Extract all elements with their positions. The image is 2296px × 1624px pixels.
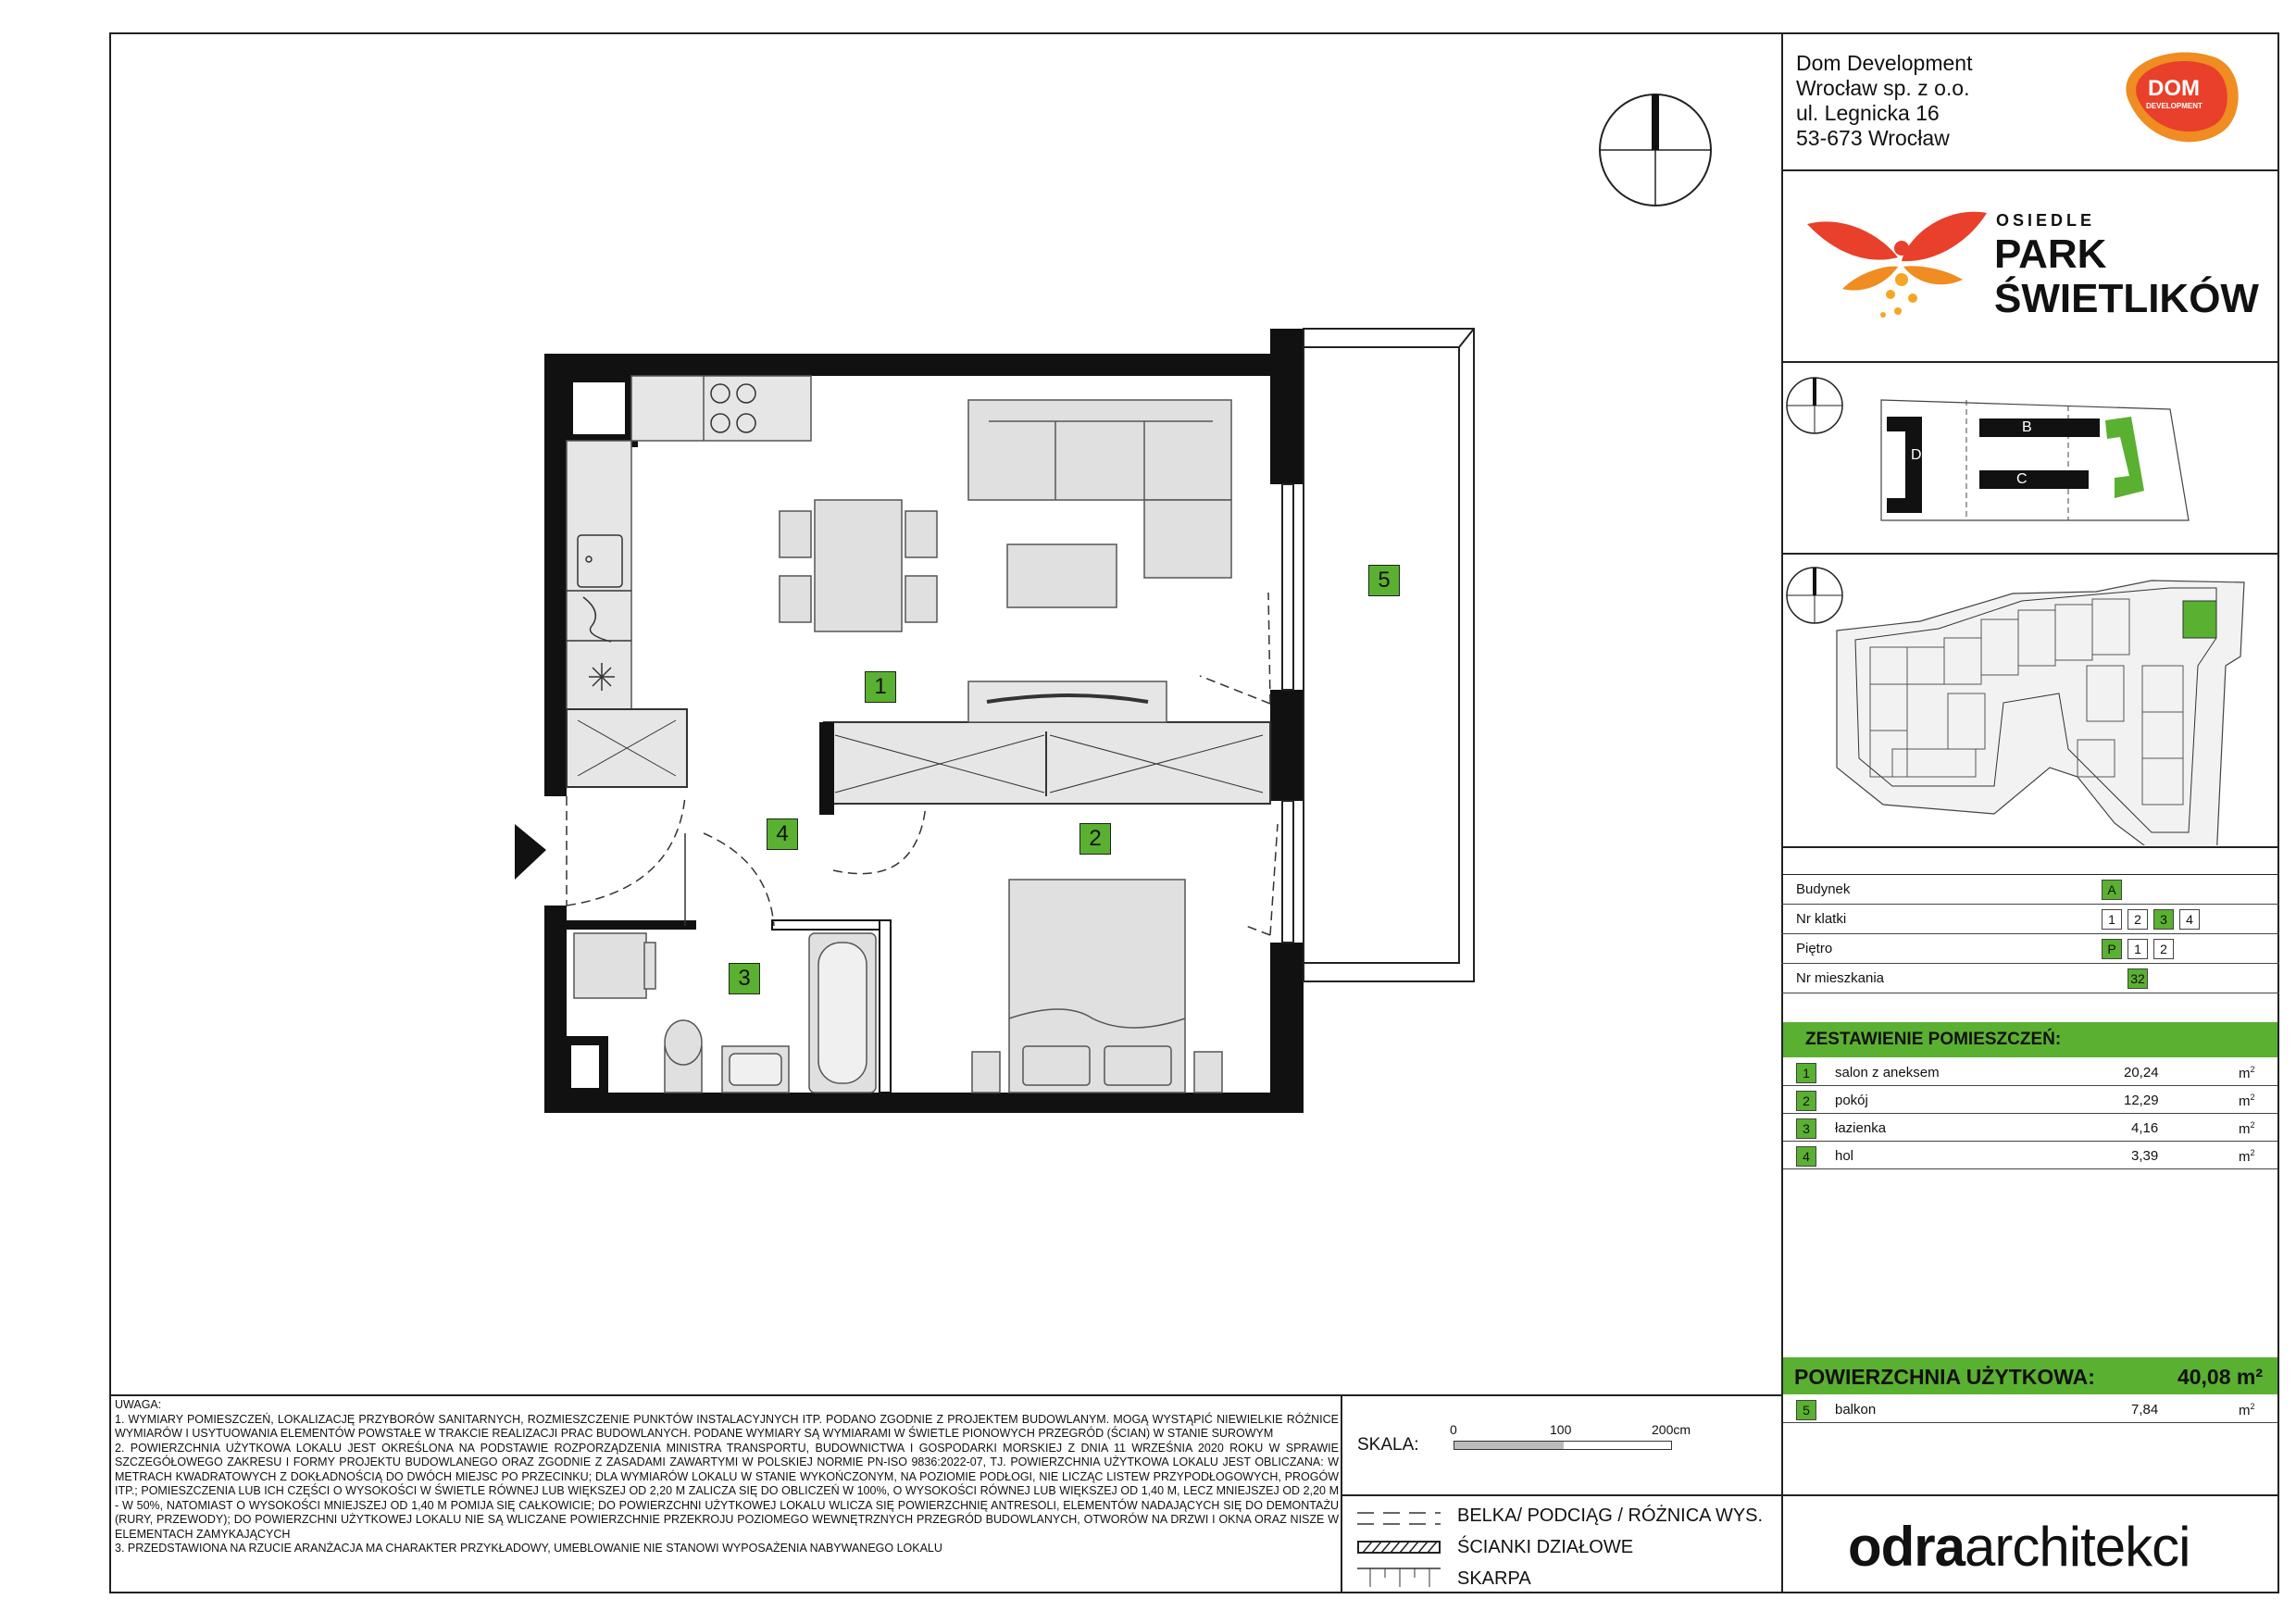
room-badge-1: 1 [865, 671, 896, 703]
info-top-line [1781, 874, 2279, 875]
dom-development-logo [2116, 44, 2246, 146]
tv-unit [968, 681, 1167, 722]
floor-cell-1: 1 [2128, 939, 2148, 959]
rooms-line-3 [1783, 1141, 2277, 1142]
note-3: 3. PRZEDSTAWIONA NA RZUCIE ARANŻACJA MA CHARAKTER PRZYKŁADOWY, UMEBLOWANIE NIE STANOWI WYPOSAŻENIA NABYWANEGO LOKALU [115, 1542, 942, 1555]
notes-block [115, 1398, 1339, 1556]
room-badge-2: 2 [1079, 823, 1111, 855]
slope-legend-icon [1357, 1567, 1441, 1589]
site-building-c: C [2016, 471, 2028, 487]
divider-dev [1781, 169, 2279, 171]
scale-label: SKALA: [1357, 1435, 1419, 1455]
total-area-bar: POWIERZCHNIA UŻYTKOWA: 40,08 m² [1783, 1357, 2277, 1394]
developer-address: Dom Development Wrocław sp. z o.o. ul. Legnicka 16 53-673 Wrocław [1796, 51, 1973, 150]
divider-floor [1781, 846, 2279, 848]
estate-logo-line1: PARK [1994, 231, 2107, 277]
room-row-1: 1 salon z aneksem 20,24 $m^2$ [1783, 1059, 2272, 1087]
info-row-apt: Nr mieszkania [1796, 970, 1885, 986]
divider-architect [1781, 1494, 2279, 1496]
north-arrow-icon [1600, 94, 1711, 206]
legend-slope: SKARPA [1457, 1568, 1531, 1589]
stair-cell-1: 1 [2102, 909, 2122, 930]
site-building-a: A [2157, 447, 2167, 463]
dining-set [780, 500, 937, 631]
info-row-stairs: Nr klatki [1796, 911, 1847, 927]
stair-cell-2: 2 [2128, 909, 2148, 930]
legend-walls: ŚCIANKI DZIAŁOWE [1457, 1537, 1634, 1557]
total-area-value: 40,08 m² [2177, 1365, 2263, 1389]
site-north-arrow-icon [1787, 378, 1842, 433]
hall-wardrobe [567, 709, 687, 787]
info-line-1 [1781, 904, 2279, 905]
balcony-line [1783, 1422, 2277, 1423]
beam-legend-icon [1357, 1509, 1441, 1528]
apt-cell: 32 [2128, 968, 2148, 989]
notes-title: UWAGA: [115, 1398, 162, 1411]
building-cell: A [2102, 880, 2122, 900]
estate-logo-small: OSIEDLE [1996, 211, 2096, 230]
sofa [968, 400, 1231, 607]
partition-wall [819, 722, 834, 815]
bed [972, 880, 1222, 1093]
info-row-floor: Piętro [1796, 941, 1833, 956]
note-2: 2. POWIERZCHNIA UŻYTKOWA LOKALU JEST OKREŚLONA NA PODSTAWIE ROZPORZĄDZENIA MINISTRA TRANSPORTU, BUDOWNICTWA I GOSPODARKI MORSKIEJ Z DNIA 11 WRZEŚNIA 2020 ROKU W SPRAWIE SZCZEGÓŁOWEGO ZAKRESU I FORMY PROJEKTU BUDOWLANEGO ORAZ ZGODNIE Z ZASADAMI ZAWARTYMI W POLSKIEJ NORMIE PN-ISO 9836:2022-07, TJ. POWIERZCHNIA UŻYTKOWA LOKALU JEST OBLICZANA: W METRACH KWADRATOWYCH Z DOKŁADNOŚCIĄ DO DWÓCH MIEJSC PO PRZECINKU; DLA WYMIARÓW LOKALU W STANIE WYKOŃCZONYM, NA POZIOMIE PODŁOGI, NIE LICZĄC LISTEW PRZYPODŁOGOWYCH, PROGÓW ITP.; POMIESZCZENIA LUB ICH CZĘŚCI O WYSOKOŚCI W ŚWIETLE RÓWNEJ LUB WIĘKSZEJ OD 2,20 M ZALICZA SIĘ DO OBLICZEŃ W 100%, O WYSOKOŚCI RÓWNEJ LUB WIĘKSZEJ OD 1,40 M, LECZ MNIEJSZEJ OD 2,20 M - W 50%, NATOMIAST O WYSOKOŚCI MNIEJSZEJ OD 1,40 M POMIJA SIĘ CAŁKOWICIE; DO POWIERZCHNI UŻYTKOWEJ LOKALU WLICZA SIĘ POWIERZCHNIĘ ANTRESOLI, ELEMENTÓW NADAJĄCYCH SIĘ DO DEMONTAŻU (RURY, PRZEWODY); DO POWIERZCHNI UŻYTKOWEJ LOKALU NIE SĄ WLICZANE POWIERZCHNIE PRZEKROJU POZIOMEGO WEWNĘTRZNYCH PRZEGRÓD BUDOWLANYCH, OTWORÓW NA DRZWI I OKNA ORAZ NISZE W ELEMENTACH ZAMYKAJĄCYCH [115, 1441, 1339, 1541]
note-1: 1. WYMIARY POMIESZCZEŃ, LOKALIZACJĘ PRZYBORÓW SANITARNYCH, ROZMIESZCZENIE PUNKTÓW INSTALACYJNYCH ITP. PODANO ZGODNIE Z PROJEKTEM BUDOWLANYM. MOGĄ WYSTĄPIĆ NIEWIELKIE RÓŻNICE WYMIARÓW I USYTUOWANIA ELEMENTÓW POWSTAŁE W TRAKCIE REALIZACJI PRAC BUDOWLANYCH. PODANE WYMIARY SĄ WYMIARAMI W ŚWIETLE PIONOWYCH PRZEGRÓD (ŚCIAN) W STANIE SUROWYM [115, 1412, 1339, 1440]
room-badge-3: 3 [729, 963, 760, 994]
room-badge-5: 5 [1368, 565, 1400, 596]
info-line-2 [1781, 933, 2279, 934]
stair-cell-3: 3 [2153, 909, 2174, 930]
info-line-3 [1781, 963, 2279, 964]
firefly-logo-icon [1805, 206, 1990, 326]
rooms-heading: ZESTAWIENIE POMIESZCZEŃ: [1783, 1022, 2277, 1057]
scale-bar [1454, 1441, 1672, 1450]
rooms-line-1 [1783, 1085, 2277, 1086]
balcony [1304, 329, 1474, 981]
legend-beam: BELKA/ PODCIĄG / RÓŻNICA WYS. [1457, 1505, 1764, 1526]
rooms-line-2 [1783, 1113, 2277, 1114]
room-row-4: 4 hol 3,39 $m^2$ [1783, 1143, 2272, 1170]
site-building-b: B [2022, 419, 2032, 435]
floor-cell-2: 2 [2153, 939, 2174, 959]
scale-tick-100: 100 [1550, 1422, 1572, 1437]
scale-divider [1341, 1494, 1781, 1496]
site-building-d: D [1911, 447, 1922, 463]
architect-logo: odraarchitekci [1848, 1516, 2190, 1578]
scale-tick-0: 0 [1450, 1422, 1457, 1437]
room-wardrobe [824, 722, 1270, 804]
floor-cell-p: P [2102, 939, 2122, 959]
key-north-arrow-icon [1787, 568, 1842, 623]
dom-logo-top: DOM [2148, 76, 2200, 101]
entrance-arrow-icon [515, 824, 546, 880]
bathroom-fixtures [574, 933, 876, 1093]
building-key-plan [1781, 555, 2279, 845]
estate-logo-line2: ŚWIETLIKÓW [1994, 276, 2259, 321]
room-badge-4: 4 [767, 818, 798, 850]
site-plan-map [1781, 363, 2279, 552]
bottom-strip-divider [109, 1394, 1781, 1396]
balcony-row: 5 balkon 7,84 $m^2$ [1783, 1396, 2272, 1424]
rooms-line-4 [1783, 1168, 2277, 1169]
dom-logo-bottom: DEVELOPMENT [2146, 102, 2202, 110]
stair-cell-4: 4 [2179, 909, 2200, 930]
partition-legend-icon [1357, 1541, 1441, 1554]
room-row-3: 3 łazienka 4,16 $m^2$ [1783, 1115, 2272, 1143]
room-row-2: 2 pokój 12,29 $m^2$ [1783, 1087, 2272, 1115]
scale-tick-200: 200cm [1652, 1422, 1691, 1437]
info-row-building: Budynek [1796, 881, 1851, 897]
